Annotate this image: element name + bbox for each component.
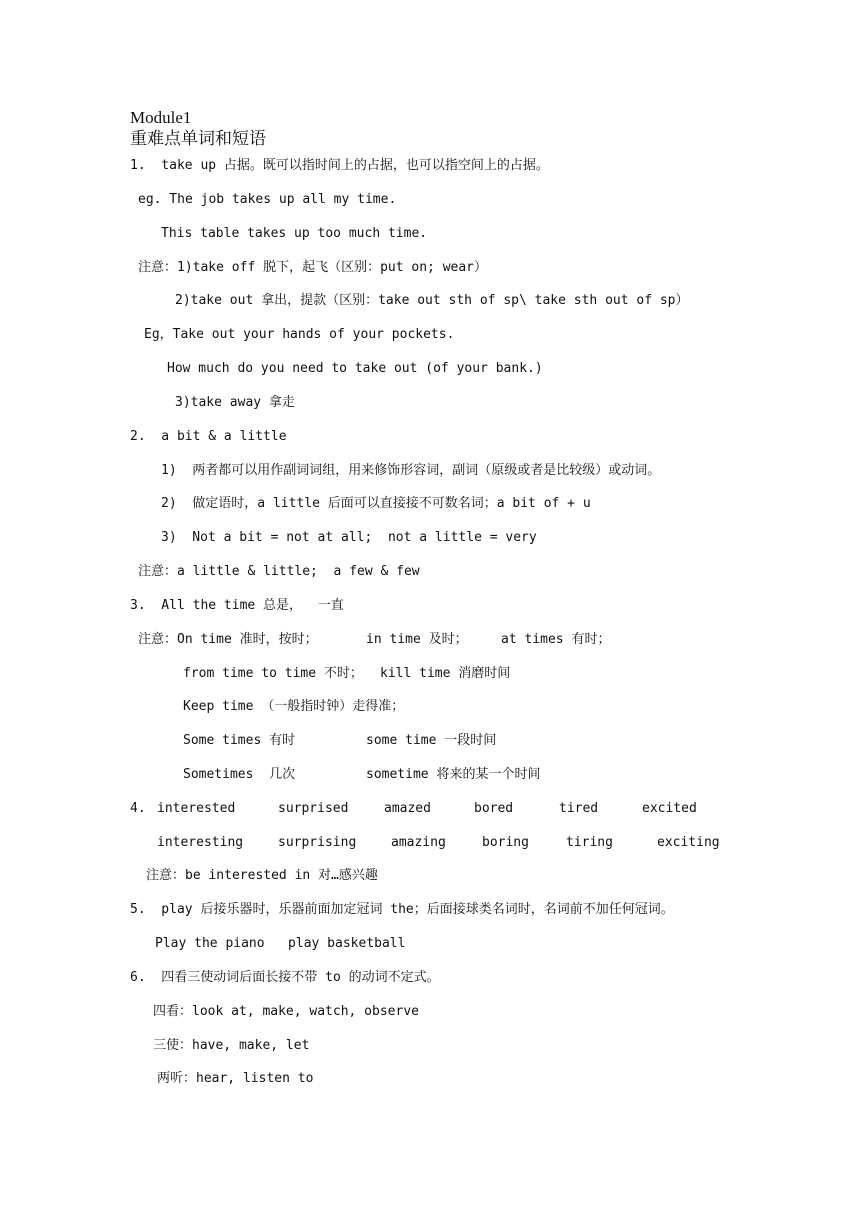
phrase: in time 及时；: [366, 632, 468, 647]
sub-item: 3) Not a bit = not at all; not a little = very: [161, 530, 537, 545]
item-4-number: 4.: [130, 801, 146, 816]
item-5-play: 5. play 后接乐器时，乐器前面加定冠词 the；后面接球类名词时，名词前不加任何冠词。: [130, 902, 674, 917]
phrase: Sometimes 几次: [183, 767, 296, 782]
example-line: Eg，Take out your hands of your pockets.: [144, 327, 455, 342]
phrase: at times 有时；: [501, 632, 611, 647]
note-line: 注意：1)take off 脱下，起飞（区别：put on; wear）: [138, 260, 488, 275]
adjective-ing: boring: [482, 835, 529, 850]
adjective-ed: surprised: [278, 801, 349, 816]
adjective-ing: tiring: [566, 835, 613, 850]
adjective-ed: bored: [474, 801, 514, 816]
example-line: Play the piano play basketball: [155, 936, 406, 951]
note-line: 注意：On time 准时，按时；: [138, 632, 318, 647]
adjective-ing: interesting: [157, 835, 244, 850]
note-line: 3)take away 拿走: [175, 395, 295, 410]
phrase: some time 一段时间: [366, 733, 497, 748]
adjective-ed: tired: [559, 801, 599, 816]
example-line: How much do you need to take out (of your bank.): [167, 361, 543, 376]
adjective-ed: amazed: [384, 801, 431, 816]
example-line: eg. The job takes up all my time.: [138, 192, 397, 207]
item-3-all-the-time: 3. All the time 总是， 一直: [130, 598, 344, 613]
note-line: 注意：be interested in 对…感兴趣: [146, 868, 378, 883]
adjective-ing: exciting: [657, 835, 720, 850]
note-line: 注意：a little & little; a few & few: [138, 564, 420, 579]
module-title: Module1: [130, 108, 192, 127]
sub-item: 2) 做定语时，a little 后面可以直接接不可数名词；a bit of + u: [161, 496, 591, 511]
item-2-a-bit: 2. a bit & a little: [130, 429, 287, 444]
phrase: kill time 消磨时间: [380, 666, 511, 681]
note-line: 2)take out 拿出，提款（区别：take out sth of sp\ take sth out of sp）: [175, 293, 689, 308]
verb-group: 四看：look at, make, watch, observe: [153, 1004, 419, 1019]
verb-group: 三使：have, make, let: [153, 1038, 310, 1053]
verb-group: 两听：hear, listen to: [157, 1071, 314, 1086]
phrase: Keep time （一般指时钟）走得准；: [183, 699, 405, 714]
adjective-ed: excited: [642, 801, 697, 816]
section-subtitle: 重难点单词和短语: [130, 129, 266, 148]
adjective-ed: interested: [157, 801, 236, 816]
item-6-verbs: 6. 四看三使动词后面长接不带 to 的动词不定式。: [130, 970, 440, 985]
sub-item: 1) 两者都可以用作副词词组，用来修饰形容词，副词（原级或者是比较级）或动词。: [161, 463, 661, 478]
example-line: This table takes up too much time.: [161, 226, 428, 241]
phrase: sometime 将来的某一个时间: [366, 767, 541, 782]
phrase: Some times 有时: [183, 733, 296, 748]
item-1-take-up: 1. take up 占据。既可以指时间上的占据，也可以指空间上的占据。: [130, 158, 549, 173]
adjective-ing: amazing: [391, 835, 446, 850]
adjective-ing: surprising: [278, 835, 357, 850]
phrase: from time to time 不时；: [183, 666, 363, 681]
